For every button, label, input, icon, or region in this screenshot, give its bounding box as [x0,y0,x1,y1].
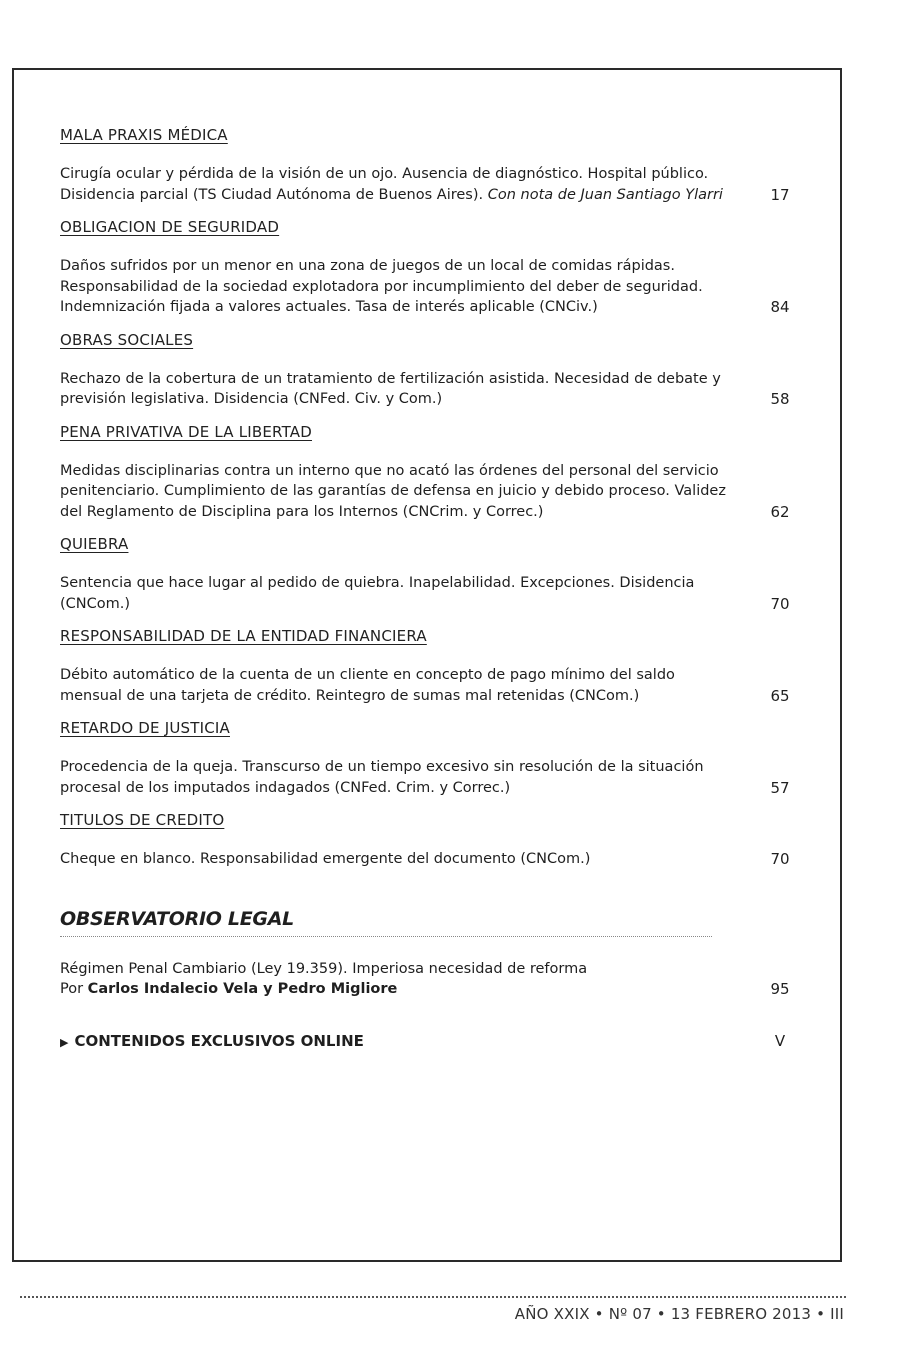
content-frame [12,68,842,1262]
toc-entry[interactable] [60,164,800,205]
toc-entry[interactable] [60,369,800,410]
toc-entry[interactable] [60,665,800,706]
toc-section-retardo [60,719,800,798]
section-heading: RETARDO DE JUSTICIA [60,719,230,737]
section-heading: PENA PRIVATIVA DE LA LIBERTAD [60,422,312,441]
toc-entry[interactable] [60,573,800,614]
page-number: 70 [770,850,790,868]
triangle-icon: ▶ [60,1035,69,1049]
page-number: 57 [770,778,790,797]
toc-entry[interactable] [60,256,800,318]
by-prefix: Por [60,981,84,997]
page-number: 65 [770,686,790,705]
toc-section-obligacion [60,218,800,318]
entry-text: Daños sufridos por un menor en una zona de juegos de un local de comidas rápidas. Responsabilidad de la sociedad explotadora por incumplimiento del deber de seguridad. Indemnización fijada a valores actuales. Tasa de interés aplicable (CNCiv.) [60,258,703,315]
entry-line [60,185,730,206]
toc-section-titulos [60,811,800,870]
entry-text: Medidas disciplinarias contra un interno que no acató las órdenes del personal del servicio penitenciario. Cumplimiento de las garantías de defensa en juicio y debido proceso. Validez del Reglamento de Disciplina para los Internos (CNCrim. y Correc.) [60,462,726,520]
page-number: 70 [770,594,790,613]
page-footer: AÑO XXIX • Nº 07 • 13 FEBRERO 2013 • III [514,1305,844,1323]
toc-list [60,126,800,1050]
page-number: V [774,1031,786,1050]
page-number: 58 [770,390,790,408]
entry-text: Régimen Penal Cambiario (Ley 19.359). Imperiosa necesidad de reforma [60,960,588,977]
entry-note: Con nota de Juan Santiago Ylarri [487,186,723,203]
page-number: 17 [770,185,790,204]
online-contents-link[interactable] [60,1032,800,1050]
entry-text: Procedencia de la queja. Transcurso de un tiempo excesivo sin resolución de la situación procesal de los imputados indagados (CNFed. Crim. y Correc.) [60,759,704,796]
online-label: CONTENIDOS EXCLUSIVOS ONLINE [74,1031,364,1050]
toc-section-mala-praxis [60,126,800,205]
authors: Carlos Indalecio Vela y Pedro Migliore [87,981,398,997]
toc-entry[interactable] [60,849,800,870]
toc-section-responsabilidad [60,627,800,706]
toc-section-obras-sociales [60,331,800,410]
entry-text: Débito automático de la cuenta de un cliente en concepto de pago mínimo del saldo mensual de una tarjeta de crédito. Reintegro de sumas mal retenidas (CNCom.) [60,667,675,704]
toc-entry[interactable] [60,757,800,798]
toc-entry[interactable] [60,461,800,523]
section-heading: MALA PRAXIS MÉDICA [60,126,228,144]
entry-text: Sentencia que hace lugar al pedido de quiebra. Inapelabilidad. Excepciones. Disidencia (CNCom.) [60,575,695,612]
page-number: 95 [770,980,790,998]
observatorio-entry[interactable] [60,959,800,1000]
toc-section-pena [60,423,800,523]
section-heading: OBLIGACION DE SEGURIDAD [60,218,280,236]
page-number: 84 [770,298,790,316]
section-heading: QUIEBRA [60,535,129,553]
entry-line: Cirugía ocular y pérdida de la visión de un ojo. Ausencia de diagnóstico. Hospital público. [60,166,709,182]
section-heading: OBRAS SOCIALES [60,330,194,349]
page-number: 62 [770,502,790,521]
toc-section-quiebra [60,535,800,614]
observatorio-title: OBSERVATORIO LEGAL [60,908,712,937]
entry-authors-line [60,979,730,1000]
entry-text: Disidencia parcial (TS Ciudad Autónoma de Buenos Aires). [60,186,484,203]
footer-divider [20,1296,846,1298]
entry-text: Cheque en blanco. Responsabilidad emergente del documento (CNCom.) [60,851,591,867]
section-heading: TITULOS DE CREDITO [60,811,225,829]
section-heading: RESPONSABILIDAD DE LA ENTIDAD FINANCIERA [60,627,427,645]
entry-text: Rechazo de la cobertura de un tratamiento de fertilización asistida. Necesidad de debate y previsión legislativa. Disidencia (CNFed. Civ. y Com.) [60,370,721,407]
